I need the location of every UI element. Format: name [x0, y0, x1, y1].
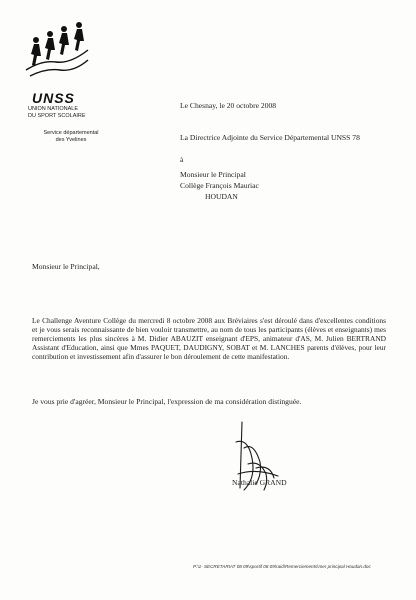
- to-word: à: [180, 155, 184, 164]
- recipient-line: HOUDAN: [205, 192, 238, 201]
- org-department-line: des Yvelines: [55, 137, 87, 143]
- org-name-line: DU SPORT SCOLAIRE: [28, 112, 86, 119]
- body-paragraph: Le Challenge Aventure Collège du mercredi 8 octobre 2008 aux Bréviaires s'est déroulé dans d'excellentes conditions et je vous serais reconnaissante de bien vouloir transmettre, au nom de tous les participants (élèves et enseignants) mes remerciements les plus sincères à M. Didier ABAUZIT enseignant d'EPS, animateur d'AS, M. Julien BERTRAND Assistant d'Education, ainsi que Mmes PAQUET, DAUDIGNY, SOBAT et M. LANCHES parents d'élèves, pour leur contribution et investissement afin d'assurer le bon déroulement de cette manifestation.: [32, 316, 386, 362]
- salutation: Monsieur le Principal,: [32, 262, 100, 271]
- recipient-line: Monsieur le Principal: [180, 170, 246, 179]
- footer-file-path: P:\1- SECRETARIAT 08 09\sportif 08 09\raid\Remerciements\mer principal Houdan.doc: [193, 564, 371, 569]
- closing-line: Je vous prie d'agréer, Monsieur le Principal, l'expression de ma considération distinguée.: [32, 397, 302, 406]
- signature-name: Nathalie GRAND: [232, 478, 287, 487]
- recipient-line: Collège François Mauriac: [180, 181, 259, 190]
- date-line: Le Chesnay, le 20 octobre 2008: [180, 101, 277, 110]
- runners-logo-icon: [22, 20, 92, 82]
- org-name-line: UNION NATIONALE: [28, 106, 79, 112]
- org-department-line: Service départemental: [43, 130, 99, 136]
- org-logo-text: UNSS: [32, 90, 75, 106]
- org-name: [28, 106, 108, 119]
- handwritten-signature: [226, 418, 286, 500]
- sender-line: La Directrice Adjointe du Service Départemental UNSS 78: [180, 133, 360, 142]
- org-department: [26, 130, 116, 144]
